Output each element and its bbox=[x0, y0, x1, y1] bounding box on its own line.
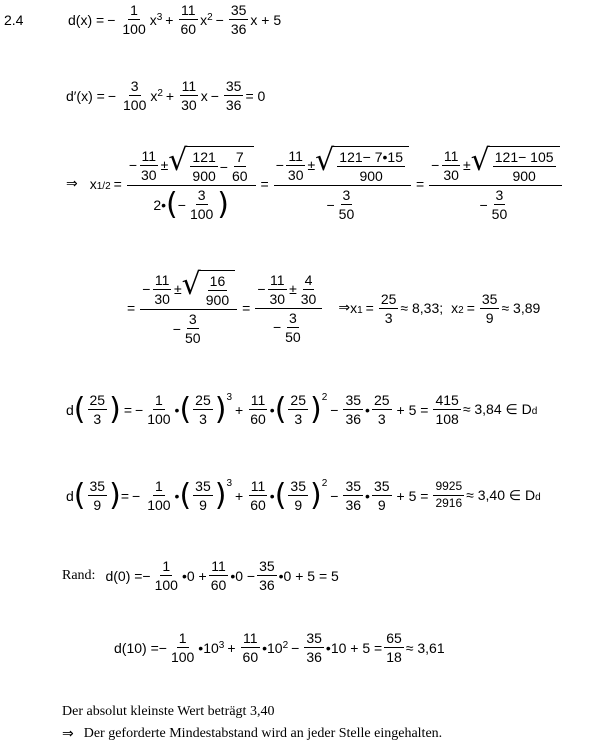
exponent: 2 bbox=[157, 88, 163, 100]
variable: x bbox=[200, 87, 208, 104]
square-root bbox=[470, 143, 560, 185]
fraction bbox=[304, 630, 324, 665]
equals: = bbox=[242, 300, 251, 317]
numerator: 3 bbox=[187, 311, 199, 329]
equation-d-x bbox=[68, 2, 281, 37]
minus: − bbox=[326, 196, 335, 213]
denominator bbox=[151, 186, 231, 222]
dot: • bbox=[365, 401, 370, 418]
numerator: 35 bbox=[257, 558, 277, 576]
numerator: 16 bbox=[208, 273, 228, 291]
paren-close: ) bbox=[109, 391, 121, 427]
numerator: 121− 105 bbox=[493, 149, 556, 167]
fraction bbox=[288, 392, 308, 427]
fraction bbox=[286, 148, 306, 183]
fraction bbox=[337, 149, 405, 184]
minus: − bbox=[210, 87, 219, 104]
exponent: 2 bbox=[321, 478, 328, 490]
numerator: 25 bbox=[372, 392, 392, 410]
denominator: 900 bbox=[192, 168, 216, 185]
denominator: 30 bbox=[154, 290, 170, 307]
denominator: 100 bbox=[147, 411, 171, 428]
denominator: 9 bbox=[377, 497, 386, 514]
denominator: 100 bbox=[170, 649, 195, 666]
numerator: 3 bbox=[494, 187, 506, 205]
conclusion-1 bbox=[62, 704, 274, 720]
denominator: 36 bbox=[345, 411, 362, 428]
numerator: 1 bbox=[177, 630, 189, 648]
paren-open: ( bbox=[179, 477, 192, 513]
big-fraction-a bbox=[140, 267, 237, 347]
denominator: 3 bbox=[294, 411, 303, 428]
tail: •0 + 5 = 5 bbox=[278, 567, 339, 584]
fraction bbox=[153, 558, 180, 593]
paren-close: ) bbox=[217, 186, 230, 222]
variable: x bbox=[149, 11, 157, 28]
lhs: d(0) = bbox=[105, 567, 143, 584]
fraction bbox=[441, 148, 461, 183]
numerator: 11 bbox=[249, 478, 268, 496]
denominator: 30 bbox=[181, 97, 197, 114]
minus: − bbox=[479, 196, 488, 213]
equation-d-25-3 bbox=[66, 392, 537, 427]
numerator: 1 bbox=[153, 478, 165, 496]
fraction bbox=[343, 478, 363, 513]
fraction bbox=[120, 2, 147, 37]
numerator: 7 bbox=[234, 149, 246, 167]
numerator: 35 bbox=[372, 478, 392, 496]
exponent: 2 bbox=[207, 12, 213, 24]
numerator: 35 bbox=[224, 78, 244, 96]
numerator: 1 bbox=[153, 392, 165, 410]
denominator: 3 bbox=[93, 411, 102, 428]
subscript: d bbox=[531, 406, 538, 418]
plus-minus: ± bbox=[160, 157, 169, 174]
denominator: 60 bbox=[250, 497, 266, 514]
denominator: 100 bbox=[154, 577, 178, 594]
minus: − bbox=[132, 487, 141, 504]
denominator: 9 bbox=[294, 497, 303, 514]
minus: − bbox=[177, 196, 186, 213]
numerator: 35 bbox=[304, 630, 324, 648]
minus: − bbox=[158, 639, 167, 656]
minus: − bbox=[107, 87, 116, 104]
approx-value: ≈ 3,89 bbox=[501, 300, 541, 317]
numerator: 11 bbox=[153, 272, 172, 290]
minus: − bbox=[431, 157, 440, 174]
big-fraction-b bbox=[274, 143, 411, 223]
numerator bbox=[140, 267, 237, 310]
paren-open: ( bbox=[73, 477, 86, 513]
numerator: 9925 bbox=[433, 480, 464, 496]
denominator: 60 bbox=[231, 168, 248, 185]
numerator: 25 bbox=[379, 291, 399, 309]
numerator: 1 bbox=[160, 558, 172, 576]
fraction bbox=[188, 187, 215, 222]
equation-d-10 bbox=[114, 630, 445, 665]
equals: = bbox=[123, 401, 132, 418]
denominator: 30 bbox=[141, 166, 157, 183]
numerator: 121− 7•15 bbox=[337, 149, 405, 167]
tail: x + 5 bbox=[250, 11, 282, 28]
paren-close: ) bbox=[310, 477, 322, 513]
numerator: 11 bbox=[180, 78, 199, 96]
fraction bbox=[152, 272, 172, 307]
radicand bbox=[186, 146, 253, 184]
term: •0 + bbox=[181, 567, 207, 584]
fraction bbox=[493, 149, 556, 184]
minus: − bbox=[275, 157, 284, 174]
denominator: 3 bbox=[377, 411, 386, 428]
numerator bbox=[429, 143, 561, 186]
section-number bbox=[4, 12, 23, 28]
denominator: 2916 bbox=[435, 496, 463, 511]
approx-value: ≈ 3,40 ∈ D bbox=[466, 487, 536, 504]
fraction bbox=[193, 392, 213, 427]
conclusion-text: Der geforderte Mindestabstand wird an jeder Stelle eingehalten. bbox=[83, 726, 443, 741]
function-name: d bbox=[66, 487, 74, 504]
minus: − bbox=[107, 11, 116, 28]
numerator: 11 bbox=[268, 272, 287, 290]
denominator: 36 bbox=[225, 97, 242, 114]
conclusion-2 bbox=[62, 726, 442, 742]
plus-minus: ± bbox=[173, 281, 182, 298]
denominator: 60 bbox=[210, 577, 227, 594]
denominator: 36 bbox=[345, 497, 362, 514]
fraction bbox=[139, 148, 159, 183]
minus: − bbox=[291, 639, 300, 656]
equals: = bbox=[113, 176, 122, 193]
denominator: 50 bbox=[285, 328, 301, 345]
square-root bbox=[315, 143, 409, 185]
denominator: 30 bbox=[269, 290, 286, 307]
fraction bbox=[229, 2, 249, 37]
radicand bbox=[333, 146, 409, 184]
minus: − bbox=[172, 320, 181, 337]
plus: + bbox=[235, 487, 244, 504]
numerator: 11 bbox=[209, 558, 228, 576]
implies-icon: ⇒ bbox=[338, 300, 351, 317]
approx-value: ≈ 8,33; bbox=[400, 300, 444, 317]
numerator: 3 bbox=[287, 310, 299, 328]
numerator: 11 bbox=[241, 630, 260, 648]
fraction bbox=[343, 392, 363, 427]
denominator bbox=[477, 186, 513, 222]
paren-open: ( bbox=[73, 391, 86, 427]
paren-close: ) bbox=[310, 391, 322, 427]
big-fraction-c bbox=[429, 143, 561, 223]
denominator bbox=[171, 310, 207, 346]
variable: x bbox=[451, 300, 459, 317]
paren-open: ( bbox=[166, 186, 178, 222]
dot: • bbox=[365, 487, 370, 504]
fraction bbox=[490, 187, 510, 222]
numerator: 1 bbox=[128, 2, 140, 20]
denominator: 3 bbox=[199, 411, 207, 428]
paren-open: ( bbox=[274, 477, 287, 513]
approx-value: ≈ 3,61 bbox=[405, 639, 445, 656]
paren-open: ( bbox=[179, 391, 192, 427]
denominator: 30 bbox=[300, 290, 317, 307]
minus: − bbox=[142, 281, 151, 298]
variable: x bbox=[150, 87, 158, 104]
equals: = bbox=[120, 487, 129, 504]
fraction bbox=[209, 558, 229, 593]
fraction bbox=[178, 2, 198, 37]
equals: = bbox=[466, 300, 475, 317]
lhs: d(10) = bbox=[114, 639, 159, 656]
denominator: 108 bbox=[435, 411, 459, 428]
denominator: 100 bbox=[189, 206, 214, 223]
equation-d-prime bbox=[66, 78, 265, 113]
numerator: 11 bbox=[249, 392, 268, 410]
fraction bbox=[372, 392, 392, 427]
variable: x bbox=[200, 11, 208, 28]
numerator: 415 bbox=[433, 392, 460, 410]
numerator: 3 bbox=[341, 187, 353, 205]
exponent: 3 bbox=[226, 392, 233, 404]
fraction bbox=[230, 149, 250, 184]
numerator: 11 bbox=[140, 148, 159, 166]
numerator: 25 bbox=[193, 392, 213, 410]
minus: − bbox=[142, 567, 151, 584]
minus: − bbox=[128, 157, 138, 174]
radicand bbox=[200, 270, 235, 308]
fraction bbox=[145, 392, 172, 427]
lhs: x bbox=[89, 176, 97, 193]
fraction bbox=[337, 187, 357, 222]
denominator: 3 bbox=[384, 309, 393, 326]
lhs: d(x) = bbox=[68, 11, 105, 28]
equals: = bbox=[415, 176, 425, 193]
fraction bbox=[224, 78, 244, 113]
fraction bbox=[372, 478, 392, 513]
numerator: 35 bbox=[343, 478, 363, 496]
denominator: 100 bbox=[122, 21, 146, 38]
variable: x bbox=[350, 300, 358, 317]
numerator: 11 bbox=[286, 148, 305, 166]
denominator: 9 bbox=[93, 497, 102, 514]
denominator: 60 bbox=[180, 21, 197, 38]
term: •10 bbox=[262, 639, 283, 656]
plus-minus: ± bbox=[307, 157, 316, 174]
denominator bbox=[324, 186, 360, 222]
paren-close: ) bbox=[214, 477, 227, 513]
numerator: 25 bbox=[288, 392, 308, 410]
numerator: 35 bbox=[480, 291, 500, 309]
denominator: 9 bbox=[199, 497, 207, 514]
dot: • bbox=[174, 487, 180, 504]
denominator: 30 bbox=[287, 166, 304, 183]
denominator: 900 bbox=[205, 292, 230, 309]
equation-rand-d-0 bbox=[62, 558, 339, 593]
big-fraction-a bbox=[127, 143, 256, 223]
fraction bbox=[241, 630, 261, 665]
minus: − bbox=[272, 319, 282, 336]
fraction bbox=[88, 392, 108, 427]
numerator: 35 bbox=[229, 2, 249, 20]
numerator: 11 bbox=[179, 2, 198, 20]
denominator: 900 bbox=[359, 168, 383, 185]
numerator: 3 bbox=[196, 187, 208, 205]
plus-minus: ± bbox=[289, 281, 297, 298]
radicand bbox=[489, 146, 560, 184]
exponent: 3 bbox=[226, 478, 233, 490]
fraction bbox=[283, 310, 303, 345]
factor: 2• bbox=[153, 196, 167, 213]
fraction bbox=[480, 291, 500, 326]
numerator: 3 bbox=[129, 78, 141, 96]
radical-icon: √ bbox=[168, 143, 188, 178]
equals: = bbox=[260, 176, 269, 193]
fraction bbox=[145, 478, 172, 513]
subscript: 1 bbox=[357, 304, 363, 316]
fraction bbox=[433, 480, 464, 511]
equals: = bbox=[127, 300, 136, 317]
denominator: 50 bbox=[184, 330, 201, 347]
denominator: 50 bbox=[338, 206, 355, 223]
plus: + bbox=[235, 401, 244, 418]
fraction bbox=[183, 311, 203, 346]
subscript: 1/2 bbox=[96, 180, 111, 192]
numerator: 35 bbox=[288, 478, 308, 496]
conclusion-text: Der absolut kleinste Wert beträgt 3,40 bbox=[62, 704, 275, 719]
fraction bbox=[248, 478, 268, 513]
numerator bbox=[274, 143, 411, 186]
square-root bbox=[181, 267, 235, 309]
fraction bbox=[190, 149, 217, 184]
subscript: 2 bbox=[458, 304, 464, 316]
big-fraction-b bbox=[255, 272, 322, 345]
numerator: 35 bbox=[193, 478, 213, 496]
minus: − bbox=[330, 487, 339, 504]
denominator: 18 bbox=[386, 649, 402, 666]
fraction bbox=[257, 558, 277, 593]
numerator: 35 bbox=[88, 478, 108, 496]
radical-icon: √ bbox=[470, 143, 490, 178]
numerator bbox=[127, 143, 256, 186]
tail: + 5 = bbox=[396, 401, 429, 418]
lhs: d′(x) = bbox=[66, 87, 105, 104]
fraction bbox=[121, 78, 148, 113]
numerator: 25 bbox=[88, 392, 108, 410]
paren-close: ) bbox=[214, 391, 227, 427]
fraction bbox=[204, 273, 231, 308]
fraction bbox=[88, 478, 108, 513]
equation-x12 bbox=[66, 143, 564, 223]
exponent: 3 bbox=[156, 12, 163, 24]
section-label: 2.4 bbox=[4, 12, 24, 28]
denominator bbox=[271, 309, 307, 345]
minus: − bbox=[135, 401, 144, 418]
denominator: 36 bbox=[259, 577, 275, 594]
plus-minus: ± bbox=[462, 157, 471, 174]
implies-icon: ⇒ bbox=[62, 726, 74, 742]
numerator: 121 bbox=[190, 149, 217, 167]
paren-close: ) bbox=[109, 477, 121, 513]
denominator: 9 bbox=[485, 309, 494, 326]
denominator: 60 bbox=[242, 649, 259, 666]
function-name: d bbox=[66, 401, 74, 418]
numerator: 35 bbox=[343, 392, 363, 410]
exponent: 3 bbox=[218, 640, 225, 652]
minus: − bbox=[257, 281, 266, 298]
equation-x12-continued bbox=[124, 267, 541, 347]
approx-value: ≈ 3,84 ∈ D bbox=[462, 401, 532, 418]
dot: • bbox=[269, 487, 275, 504]
dot: • bbox=[269, 401, 275, 418]
term: •10 bbox=[198, 639, 219, 656]
denominator: 36 bbox=[230, 21, 247, 38]
fraction bbox=[268, 272, 288, 307]
numerator: 65 bbox=[384, 630, 404, 648]
fraction bbox=[288, 478, 308, 513]
denominator: 900 bbox=[512, 168, 536, 185]
denominator: 100 bbox=[123, 97, 147, 114]
exponent: 2 bbox=[282, 640, 289, 652]
subscript: d bbox=[535, 492, 541, 504]
plus: + bbox=[165, 11, 174, 28]
fraction bbox=[379, 291, 399, 326]
plus: + bbox=[227, 639, 236, 656]
exponent: 2 bbox=[321, 392, 328, 404]
rand-label: Rand: bbox=[62, 567, 96, 583]
term: •0 − bbox=[230, 567, 256, 584]
numerator bbox=[255, 272, 322, 309]
fraction bbox=[384, 630, 404, 665]
plus: + bbox=[165, 87, 175, 104]
term: •10 + 5 = bbox=[325, 639, 383, 656]
minus: − bbox=[215, 11, 224, 28]
numerator: 4 bbox=[303, 272, 315, 290]
denominator: 60 bbox=[250, 411, 266, 428]
radical-icon: √ bbox=[181, 267, 201, 302]
fraction bbox=[169, 630, 196, 665]
fraction bbox=[299, 272, 319, 307]
implies-icon: ⇒ bbox=[66, 176, 78, 193]
paren-open: ( bbox=[274, 391, 287, 427]
fraction bbox=[193, 478, 213, 513]
equation-d-35-9 bbox=[66, 478, 541, 513]
fraction bbox=[433, 392, 460, 427]
minus: − bbox=[219, 158, 228, 175]
fraction bbox=[248, 392, 268, 427]
tail: = 0 bbox=[245, 87, 266, 104]
dot: • bbox=[174, 401, 180, 418]
tail: + 5 = bbox=[396, 487, 429, 504]
square-root bbox=[168, 143, 253, 185]
denominator: 36 bbox=[306, 649, 322, 666]
equals: = bbox=[365, 300, 374, 317]
denominator: 100 bbox=[147, 497, 171, 514]
denominator: 50 bbox=[491, 206, 508, 223]
minus: − bbox=[330, 401, 339, 418]
denominator: 30 bbox=[443, 166, 459, 183]
fraction bbox=[179, 78, 199, 113]
radical-icon: √ bbox=[315, 143, 335, 178]
numerator: 11 bbox=[442, 148, 461, 166]
